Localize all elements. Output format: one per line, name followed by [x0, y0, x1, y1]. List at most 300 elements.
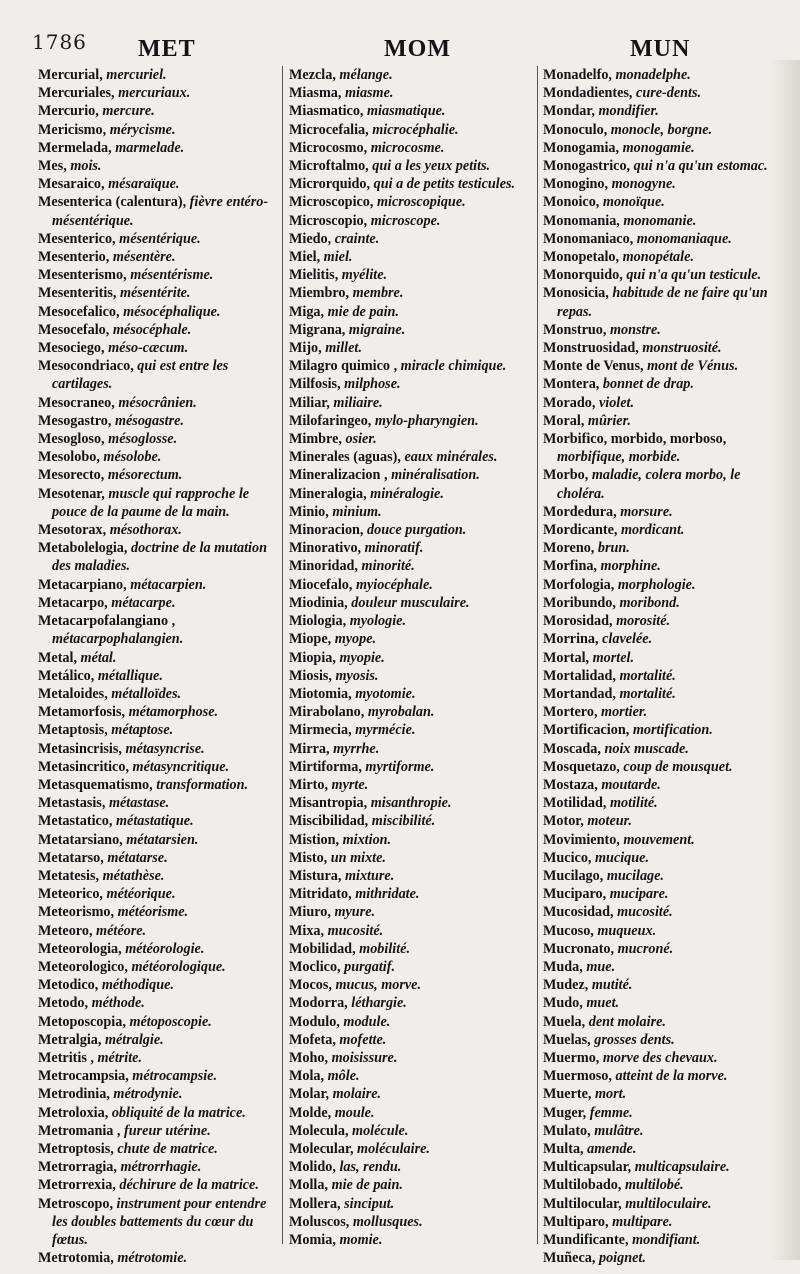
entry-translation: noix muscade.	[604, 740, 689, 757]
entry-translation: myrrhe.	[333, 740, 380, 757]
entry-headword: Molar,	[289, 1086, 330, 1103]
entry-translation: mésogastre.	[114, 412, 184, 429]
entry-headword: Miscibilidad,	[289, 813, 369, 830]
dictionary-entry	[38, 1085, 276, 1103]
entry-headword: Mesotenar,	[38, 485, 105, 502]
dictionary-entry	[38, 102, 276, 120]
dictionary-entry	[38, 230, 276, 248]
column-header-middle: MOM	[384, 36, 451, 62]
dictionary-entry	[289, 849, 533, 867]
dictionary-entry	[543, 248, 769, 266]
entry-headword: Mercurial,	[38, 67, 103, 83]
entry-translation: mésothorax.	[109, 522, 182, 539]
entry-translation: molaire.	[332, 1086, 382, 1103]
entry-translation: mue.	[586, 958, 616, 975]
entry-headword: Mordicante,	[543, 522, 618, 539]
entry-translation: monomaniaque.	[636, 230, 732, 247]
entry-translation: obliquité de la matrice.	[111, 1104, 246, 1121]
dictionary-entry	[289, 594, 533, 612]
entry-headword: Mes,	[38, 158, 67, 175]
dictionary-entry	[38, 812, 276, 830]
entry-headword: Mesenterio,	[38, 249, 110, 266]
dictionary-entry	[38, 1122, 276, 1140]
entry-translation: myosis.	[335, 667, 379, 684]
dictionary-entry	[289, 1213, 533, 1231]
entry-headword: Moluscos,	[289, 1213, 350, 1230]
dictionary-entry	[289, 485, 533, 503]
entry-headword: Mitridato,	[289, 886, 352, 903]
entry-translation: mésentère.	[112, 249, 176, 266]
dictionary-entry	[38, 1031, 276, 1049]
entry-headword: Mistion,	[289, 831, 340, 848]
entry-headword: Morfina,	[543, 558, 597, 575]
dictionary-entry	[543, 1249, 769, 1267]
entry-headword: Motor,	[543, 813, 584, 830]
entry-headword: Monorquido,	[543, 267, 623, 284]
dictionary-entry	[38, 685, 276, 703]
dictionary-entry	[543, 466, 769, 502]
entry-headword: Migrana,	[289, 321, 346, 338]
dictionary-entry	[38, 1249, 276, 1267]
entry-headword: Mesocondriaco,	[38, 358, 134, 375]
entry-translation: mollusques.	[352, 1213, 423, 1230]
dictionary-entry	[38, 521, 276, 539]
entry-translation: coup de mousquet.	[623, 758, 733, 775]
dictionary-entry	[38, 1195, 276, 1250]
entry-translation: marmelade.	[115, 139, 185, 156]
dictionary-entry	[289, 521, 533, 539]
page-number: 1786	[32, 30, 87, 54]
dictionary-entry	[543, 885, 769, 903]
entry-headword: Microscopio,	[289, 212, 368, 229]
dictionary-entry	[38, 721, 276, 739]
dictionary-entry	[289, 958, 533, 976]
dictionary-entry	[543, 157, 769, 175]
entry-translation: métrotomie.	[117, 1250, 188, 1267]
entry-headword: Mucronato,	[543, 940, 615, 957]
entry-headword: Metodico,	[38, 977, 99, 994]
entry-headword: Monomania,	[543, 212, 620, 229]
entry-headword: Mixa,	[289, 922, 325, 939]
dictionary-entry	[543, 812, 769, 830]
dictionary-entry	[543, 1213, 769, 1231]
entry-translation: grosses dents.	[594, 1031, 675, 1048]
entry-translation: microcosme.	[370, 139, 445, 156]
entry-translation: morve des chevaux.	[602, 1049, 718, 1066]
dictionary-entry	[289, 758, 533, 776]
dictionary-entry	[289, 448, 533, 466]
entry-translation: muqueux.	[597, 922, 657, 939]
entry-headword: Metasquematismo,	[38, 776, 153, 793]
entry-headword: Miodinia,	[289, 594, 348, 611]
dictionary-entry	[38, 357, 276, 393]
entry-headword: Mijo,	[289, 340, 322, 357]
dictionary-entry	[543, 776, 769, 794]
entry-translation: maladie, colera morbo, le choléra.	[557, 467, 741, 502]
entry-headword: Mudez,	[543, 977, 589, 994]
entry-translation: myélite.	[341, 267, 388, 284]
dictionary-entry	[289, 1085, 533, 1103]
dictionary-entry	[38, 394, 276, 412]
column-header-right: MUN	[630, 36, 691, 62]
entry-headword: Muerte,	[543, 1086, 592, 1103]
entry-headword: Microftalmo,	[289, 158, 369, 175]
dictionary-entry	[289, 922, 533, 940]
entry-headword: Mesenteritis,	[38, 285, 117, 302]
entry-headword: Mercurio,	[38, 103, 99, 120]
entry-translation: muscle qui rapproche le pouce de la paume de la main.	[52, 485, 250, 520]
entry-headword: Monopetalo,	[543, 249, 620, 266]
entry-translation: violet.	[598, 394, 635, 411]
dictionary-entry	[543, 266, 769, 284]
dictionary-entry	[289, 976, 533, 994]
dictionary-entry	[289, 740, 533, 758]
entry-headword: Monadelfo,	[543, 67, 612, 83]
dictionary-entry	[38, 430, 276, 448]
entry-translation: mésentérisme.	[130, 267, 214, 284]
dictionary-entry	[543, 503, 769, 521]
dictionary-entry	[38, 66, 276, 84]
entry-translation: monocle, borgne.	[610, 121, 713, 138]
entry-translation: morsure.	[620, 503, 673, 520]
entry-headword: Morado,	[543, 394, 596, 411]
dictionary-entry	[289, 1049, 533, 1067]
dictionary-entry	[38, 121, 276, 139]
entry-translation: mésocéphalique.	[123, 303, 221, 320]
entry-translation: fièvre entéro-mésentérique.	[52, 194, 269, 229]
entry-translation: moribond.	[619, 594, 680, 611]
dictionary-entry	[543, 394, 769, 412]
dictionary-entry	[38, 958, 276, 976]
entry-translation: mondifier.	[598, 103, 659, 120]
entry-translation: mercure.	[102, 103, 155, 120]
dictionary-entry	[38, 758, 276, 776]
entry-headword: Muñeca,	[543, 1250, 596, 1267]
dictionary-entry	[543, 1158, 769, 1176]
entry-headword: Miga,	[289, 303, 325, 320]
entries-column-middle	[289, 66, 533, 1249]
dictionary-entry	[38, 885, 276, 903]
entry-headword: Montera,	[543, 376, 600, 393]
entry-translation: mylo-pharyngien.	[374, 412, 479, 429]
entry-headword: Moclico,	[289, 958, 341, 975]
dictionary-entry	[289, 121, 533, 139]
entry-translation: mésentérite.	[119, 285, 191, 302]
entry-translation: myotomie.	[355, 685, 416, 702]
entry-translation: mucilage.	[606, 867, 664, 884]
dictionary-entry	[38, 485, 276, 521]
entry-translation: mordicant.	[621, 522, 685, 539]
dictionary-entry	[38, 994, 276, 1012]
dictionary-entry	[543, 1031, 769, 1049]
entry-headword: Mesorecto,	[38, 467, 105, 484]
dictionary-entry	[38, 703, 276, 721]
dictionary-entry	[289, 685, 533, 703]
dictionary-entry	[289, 102, 533, 120]
entry-headword: Miocefalo,	[289, 576, 353, 593]
entry-translation: microscope.	[370, 212, 441, 229]
dictionary-entry	[543, 375, 769, 393]
dictionary-entry	[38, 867, 276, 885]
entry-translation: monstre.	[610, 321, 661, 338]
entry-headword: Miasma,	[289, 85, 342, 102]
dictionary-entry	[38, 1176, 276, 1194]
entry-translation: mésentérique.	[119, 230, 201, 247]
entry-translation: clavelée.	[602, 631, 653, 648]
dictionary-entry	[289, 1104, 533, 1122]
entry-translation: myopie.	[339, 649, 385, 666]
dictionary-entry	[38, 175, 276, 193]
dictionary-entry	[289, 1231, 533, 1249]
dictionary-entry	[38, 794, 276, 812]
dictionary-entry	[543, 521, 769, 539]
entry-translation: multipare.	[612, 1213, 673, 1230]
dictionary-entry	[38, 922, 276, 940]
dictionary-entry	[289, 503, 533, 521]
entry-headword: Mostaza,	[543, 776, 598, 793]
entry-translation: mucipare.	[609, 886, 669, 903]
entry-headword: Mesotorax,	[38, 522, 107, 539]
dictionary-entry	[289, 1176, 533, 1194]
dictionary-entry	[543, 212, 769, 230]
entry-translation: mort.	[595, 1086, 627, 1103]
entry-headword: Molecular,	[289, 1140, 354, 1157]
entry-headword: Mocos,	[289, 977, 332, 994]
column-divider	[282, 66, 283, 1244]
dictionary-entry	[289, 284, 533, 302]
entry-headword: Morrina,	[543, 631, 599, 648]
entry-headword: Mofeta,	[289, 1031, 336, 1048]
entry-headword: Modulo,	[289, 1013, 340, 1030]
dictionary-entry	[289, 1031, 533, 1049]
dictionary-entry	[289, 412, 533, 430]
dictionary-entry	[289, 940, 533, 958]
dictionary-entry	[543, 1013, 769, 1031]
dictionary-entry	[289, 612, 533, 630]
entry-translation: microcéphalie.	[372, 121, 459, 138]
entry-translation: mois.	[70, 158, 102, 175]
dictionary-entry	[543, 84, 769, 102]
entries-column-right	[543, 66, 769, 1267]
entry-translation: monogamie.	[622, 139, 695, 156]
entry-translation: mixtion.	[342, 831, 392, 848]
dictionary-entry	[38, 1067, 276, 1085]
entry-translation: membre.	[352, 285, 404, 302]
dictionary-entry	[289, 1122, 533, 1140]
entry-translation: instrument pour entendre les doubles battements du cœur du fœtus.	[52, 1195, 267, 1248]
entry-translation: milphose.	[344, 376, 401, 393]
entry-translation: crainte.	[334, 230, 380, 247]
dictionary-entry	[38, 831, 276, 849]
dictionary-entry	[38, 940, 276, 958]
entry-headword: Multilobado,	[543, 1177, 622, 1194]
dictionary-entry	[543, 102, 769, 120]
entry-translation: mie de pain.	[327, 303, 399, 320]
entry-headword: Monte de Venus,	[543, 358, 644, 375]
entry-headword: Meteorologico,	[38, 958, 128, 975]
entry-headword: Metrodinia,	[38, 1086, 110, 1103]
entry-translation: monadelphe.	[615, 67, 691, 83]
dictionary-entry	[289, 903, 533, 921]
dictionary-entry	[289, 139, 533, 157]
entry-headword: Mesenterico,	[38, 230, 116, 247]
entry-headword: Mesenterica (calentura),	[38, 194, 187, 211]
entry-translation: femme.	[589, 1104, 633, 1121]
dictionary-entry	[543, 1122, 769, 1140]
entry-headword: Moho,	[289, 1049, 329, 1066]
entry-headword: Microscopico,	[289, 194, 374, 211]
dictionary-entry	[289, 1140, 533, 1158]
entry-translation: miasmatique.	[367, 103, 446, 120]
page-edge-shadow	[770, 60, 800, 1260]
entry-translation: mortification.	[632, 722, 713, 739]
dictionary-entry	[289, 1195, 533, 1213]
entry-translation: morphine.	[600, 558, 661, 575]
entry-translation: qui n'a qu'un testicule.	[626, 267, 762, 284]
dictionary-entry	[543, 594, 769, 612]
entry-translation: mercuriel.	[106, 67, 167, 83]
entry-headword: Metodo,	[38, 995, 89, 1012]
entry-translation: métrorrhagie.	[120, 1159, 202, 1176]
dictionary-entry	[289, 776, 533, 794]
dictionary-entry	[543, 903, 769, 921]
dictionary-entry	[543, 576, 769, 594]
entry-translation: métrodynie.	[113, 1086, 183, 1103]
entry-headword: Mortalidad,	[543, 667, 616, 684]
entry-headword: Muciparo,	[543, 886, 607, 903]
dictionary-entry	[543, 66, 769, 84]
dictionary-entry	[38, 84, 276, 102]
entry-translation: un mixte.	[330, 849, 386, 866]
entry-headword: Metroloxia,	[38, 1104, 109, 1121]
entry-translation: méthodique.	[101, 977, 174, 994]
entry-headword: Mola,	[289, 1068, 325, 1085]
dictionary-entry	[38, 321, 276, 339]
entry-headword: Metabolelogia,	[38, 540, 128, 557]
entry-headword: Mimbre,	[289, 431, 342, 448]
entry-translation: monogyne.	[611, 176, 676, 193]
entry-translation: métal.	[80, 649, 117, 666]
entry-headword: Mondar,	[543, 103, 595, 120]
entry-headword: Monstruosidad,	[543, 340, 639, 357]
entry-headword: Minerales (aguas),	[289, 449, 401, 466]
dictionary-entry	[38, 539, 276, 575]
dictionary-entry	[543, 940, 769, 958]
entry-headword: Mesogloso,	[38, 431, 105, 448]
dictionary-entry	[543, 412, 769, 430]
entry-headword: Milfosis,	[289, 376, 341, 393]
entry-headword: Mosquetazo,	[543, 758, 620, 775]
entry-translation: module.	[343, 1013, 391, 1030]
entry-headword: Mucoso,	[543, 922, 594, 939]
entry-headword: Metrocampsia,	[38, 1068, 129, 1085]
dictionary-entry	[38, 576, 276, 594]
dictionary-entry	[543, 740, 769, 758]
entry-translation: mucique.	[595, 849, 650, 866]
entry-translation: métasyncritique.	[132, 758, 230, 775]
entry-translation: léthargie.	[351, 995, 407, 1012]
dictionary-entry	[38, 157, 276, 175]
dictionary-entry	[543, 1231, 769, 1249]
entry-translation: myologie.	[349, 613, 407, 630]
entry-headword: Molla,	[289, 1177, 329, 1194]
entry-translation: myrmécie.	[355, 722, 416, 739]
entry-translation: métacarpe.	[111, 594, 176, 611]
entry-translation: météorisme.	[117, 904, 189, 921]
dictionary-entry	[38, 284, 276, 302]
entry-translation: monopétale.	[622, 249, 694, 266]
entry-headword: Mobilidad,	[289, 940, 356, 957]
dictionary-entry	[543, 994, 769, 1012]
dictionary-entry	[543, 139, 769, 157]
entry-translation: minéralogie.	[370, 485, 444, 502]
entry-headword: Minoracion,	[289, 522, 364, 539]
dictionary-entry	[543, 849, 769, 867]
entry-headword: Meteorismo,	[38, 904, 115, 921]
dictionary-entry	[38, 1104, 276, 1122]
entry-headword: Microrquido,	[289, 176, 371, 193]
dictionary-entry	[543, 831, 769, 849]
entry-translation: métatarsien.	[126, 831, 199, 848]
dictionary-entry	[289, 557, 533, 575]
entry-translation: métoposcopie.	[129, 1013, 212, 1030]
entry-translation: mésocéphale.	[112, 321, 192, 338]
dictionary-entry	[289, 357, 533, 375]
dictionary-entry	[289, 994, 533, 1012]
dictionary-entry	[543, 430, 769, 466]
dictionary-entry	[38, 776, 276, 794]
entry-translation: mélange.	[339, 67, 393, 83]
entry-headword: Metritis ,	[38, 1049, 94, 1066]
entry-headword: Multiparo,	[543, 1213, 609, 1230]
entry-headword: Movimiento,	[543, 831, 620, 848]
entry-headword: Minoridad,	[289, 558, 358, 575]
dictionary-entry	[38, 903, 276, 921]
entry-translation: mésolobe.	[103, 449, 162, 466]
entry-translation: minorité.	[361, 558, 415, 575]
entry-translation: mortalité.	[619, 667, 676, 684]
entry-headword: Minio,	[289, 503, 329, 520]
dictionary-entry	[38, 849, 276, 867]
entry-translation: momie.	[339, 1232, 383, 1248]
dictionary-entry	[38, 139, 276, 157]
entry-headword: Milofaringeo,	[289, 412, 372, 429]
dictionary-entry	[38, 448, 276, 466]
entry-translation: douce purgation.	[367, 522, 467, 539]
entry-translation: minium.	[332, 503, 382, 520]
dictionary-entry	[289, 430, 533, 448]
dictionary-entry	[38, 193, 276, 229]
dictionary-entry	[289, 885, 533, 903]
entry-translation: métalloïdes.	[111, 685, 182, 702]
entry-translation: qui a de petits testicules.	[373, 176, 516, 193]
entry-translation: monoïque.	[602, 194, 665, 211]
entry-headword: Miuro,	[289, 904, 331, 921]
entry-headword: Misto,	[289, 849, 328, 866]
dictionary-entry	[543, 357, 769, 375]
dictionary-entry	[38, 667, 276, 685]
dictionary-entry	[289, 867, 533, 885]
entry-headword: Mudo,	[543, 995, 583, 1012]
entry-translation: miliaire.	[333, 394, 383, 411]
entry-translation: métacarpien.	[130, 576, 207, 593]
entry-headword: Metroscopo,	[38, 1195, 113, 1212]
entry-headword: Meteorico,	[38, 886, 103, 903]
entry-translation: minoratif.	[364, 540, 424, 557]
entry-translation: poignet.	[598, 1250, 646, 1267]
column-divider	[537, 66, 538, 1244]
entry-headword: Metasincritico,	[38, 758, 129, 775]
